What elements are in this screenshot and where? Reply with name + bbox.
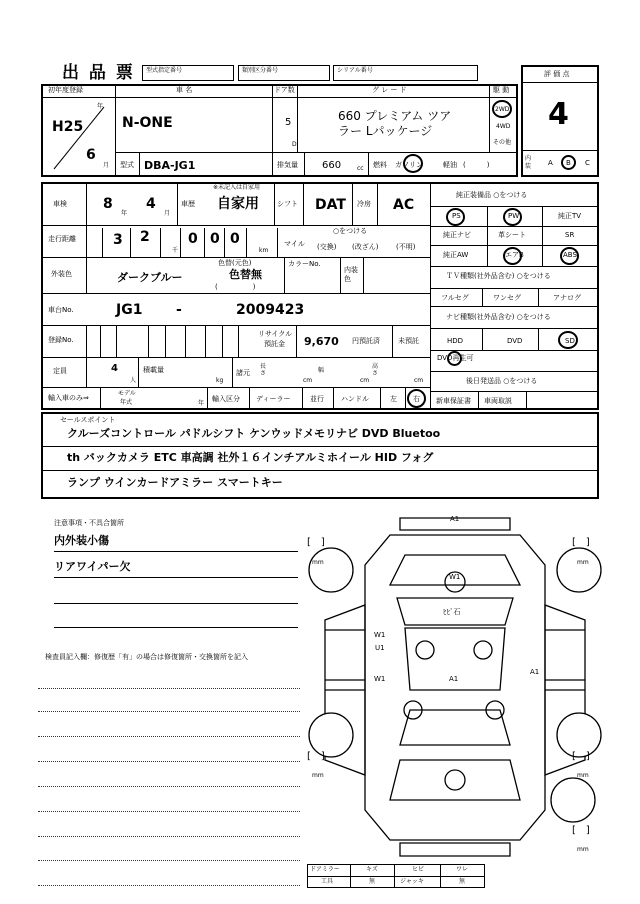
inspection-month-unit: 月 <box>164 210 171 217</box>
interior-color-label: 内装色 <box>344 266 358 283</box>
inspection-year: 8 <box>103 196 113 212</box>
dims-label: 諸元 <box>236 369 250 377</box>
steering-right-circle <box>407 389 426 408</box>
repaint-paren: ( ) <box>215 283 256 291</box>
history-value: 自家用 <box>217 196 259 212</box>
chassis-dash: - <box>176 302 182 318</box>
steering-right: 右 <box>413 395 420 403</box>
grade-line1: 660 プレミアム ツア <box>338 109 452 123</box>
capacity-label: 定員 <box>53 367 67 375</box>
capacity-unit: 人 <box>130 377 137 384</box>
doors-suffix: D <box>292 141 297 148</box>
ac-value: AC <box>393 197 415 213</box>
equip-tv: 純正TV <box>558 212 582 220</box>
dealer-label: ディーラー <box>256 395 291 403</box>
modified-label: (改ざん) <box>352 243 379 251</box>
equip-pw: PW <box>508 212 520 220</box>
equip-abs-circle <box>560 247 579 265</box>
diagram-u1: U1 <box>375 644 385 652</box>
mileage-km: km <box>259 247 269 254</box>
mm-right-bottom: mm <box>577 772 589 779</box>
bracket-right-bottom: [ ] <box>572 751 590 762</box>
model-year-unit: 年 <box>198 400 205 407</box>
model-year-label1: モデル <box>118 390 136 397</box>
equip-airbag-circle <box>503 247 522 265</box>
model-type-value: DBA-JG1 <box>144 159 196 172</box>
category-number-label: 類別区分番号 <box>242 67 279 74</box>
diagram-w1-left-front: W1 <box>374 631 386 639</box>
shift-value: DAT <box>315 197 346 213</box>
car-name-value: N-ONE <box>122 115 173 131</box>
interior-c: C <box>585 159 590 167</box>
interior-b-circle <box>561 155 576 170</box>
car-diagram <box>305 510 605 860</box>
equip-navi: 純正ナビ <box>443 231 471 239</box>
rating-label: 評 価 点 <box>544 70 570 78</box>
inspection-month: 4 <box>146 196 156 212</box>
navi-type-title: ナビ種類(社外品含む) ○をつける <box>446 313 551 321</box>
interior-label: 内装 <box>525 155 532 170</box>
diagram-a1-front: A1 <box>450 515 460 523</box>
bt-jack: ジャッキ <box>400 878 424 885</box>
mm-left-bottom: mm <box>312 772 324 779</box>
tv-type-title: ＴＶ種類(社外品含む) ○をつける <box>446 272 551 280</box>
interior-b: B <box>566 159 571 167</box>
mileage-digit-2: 2 <box>140 229 150 245</box>
history-label: 車歴 <box>181 200 195 208</box>
car-name-label: 車 名 <box>176 86 193 94</box>
mileage-label: 走行距離 <box>48 235 76 243</box>
interior-a: A <box>548 159 553 167</box>
sales-points-label: セールスポイント <box>60 416 116 424</box>
dvd-play-circle <box>447 351 462 366</box>
bt-none1: 無 <box>369 878 376 885</box>
diagram-w1-windshield: W1 <box>449 573 461 581</box>
exchange-label: (交換) <box>317 243 337 251</box>
model-type-label: 型式 <box>120 161 134 169</box>
equip-ps: PS <box>452 212 461 220</box>
post-ship-title: 後日発送品 ○をつける <box>466 377 538 385</box>
drive-2wd-circle <box>492 100 512 118</box>
unrecorded-note: ※未記入は自家用 <box>213 184 261 191</box>
year-unit: 年 <box>97 103 104 110</box>
diagram-a1-right: A1 <box>530 668 540 676</box>
light-oil-label: 軽油 <box>443 161 457 169</box>
navi-sd-circle <box>558 331 578 349</box>
exterior-color-label: 外装色 <box>51 270 72 278</box>
diagram-a1-roof: A1 <box>449 675 459 683</box>
bt-crack: ヒビ <box>412 866 425 873</box>
reg-no-label: 登録No. <box>48 336 74 344</box>
recycle-label1: リサイクル <box>258 330 293 338</box>
bracket-right-low: [ ] <box>572 825 590 836</box>
notes-line2: リアワイパー欠 <box>54 560 131 573</box>
width-cm: cm <box>360 377 370 384</box>
displacement-unit: cc <box>357 165 364 172</box>
color-no-label: カラーNo. <box>288 260 321 268</box>
mileage-digit-4: 0 <box>210 231 220 247</box>
fuel-circle <box>403 154 423 173</box>
month-value: 6 <box>86 147 96 163</box>
diagram-hish: ﾋﾋﾞ石 <box>443 608 461 616</box>
height-label: 高さ <box>372 363 379 377</box>
drive-2wd: 2WD <box>495 106 510 113</box>
tv-oneseg: ワンセグ <box>493 294 521 302</box>
dvd-play: DVD再生可 <box>437 354 474 362</box>
height-cm: cm <box>414 377 424 384</box>
width-label: 幅 <box>318 367 325 374</box>
equip-airbag: エアB <box>505 251 524 259</box>
tv-fullseg: フルセグ <box>441 294 469 302</box>
drive-label: 駆 動 <box>493 86 510 94</box>
fuel-value: ガソリン <box>395 161 423 169</box>
mm-left-top: mm <box>312 559 324 566</box>
equip-ps-circle <box>446 208 465 226</box>
sales-points-line1: クルーズコントロール パドルシフト ケンウッドメモリナビ DVD Bluetoo <box>67 427 441 440</box>
displacement-value: 660 <box>322 160 342 171</box>
import-label: 輸入車のみ⇒ <box>48 394 89 402</box>
mm-right-top: mm <box>577 559 589 566</box>
repaint-value: 色替無 <box>229 268 262 281</box>
parallel-label: 並行 <box>310 395 324 403</box>
shift-label: シフト <box>277 200 298 208</box>
rating-value: 4 <box>548 97 569 132</box>
bt-door-mirror: ドアミラー <box>310 866 340 873</box>
displacement-label: 排気量 <box>277 161 298 169</box>
chassis-prefix: JG1 <box>116 302 143 318</box>
mileage-digit-3: 0 <box>188 231 198 247</box>
mileage-digit-5: 0 <box>230 231 240 247</box>
inspection-year-unit: 年 <box>121 210 128 217</box>
month-unit: 月 <box>103 162 110 169</box>
genuine-title: 純正装備品 ○をつける <box>456 191 528 199</box>
bracket-left-top: [ ] <box>307 537 325 548</box>
recycle-value: 9,670 <box>304 335 339 348</box>
navi-dvd: DVD <box>507 337 523 345</box>
length-cm: cm <box>303 377 313 384</box>
light-oil-paren: ( ) <box>463 161 490 169</box>
drive-4wd: 4WD <box>496 123 511 130</box>
recycle-unit: 円預託済 <box>352 337 380 345</box>
repaint-label: 色替(元色) <box>218 259 252 267</box>
sales-points-line2: th バックカメラ ETC 車高調 社外１６インチアルミホイール HID フォグ <box>67 451 434 464</box>
doc-title: 出 品 票 <box>62 63 135 83</box>
tv-analog: アナログ <box>553 294 581 302</box>
inspector-label: 検査員記入欄：修復歴「有」の場合は修復箇所・交換箇所を記入 <box>45 653 248 661</box>
steering-label: ハンドル <box>341 395 369 403</box>
doors-label: ドア数 <box>274 86 295 94</box>
year-value: H25 <box>52 119 84 135</box>
equip-abs: ABS <box>563 251 577 259</box>
drive-other: その他 <box>493 139 512 146</box>
equip-pw-circle <box>503 208 522 226</box>
bt-break: ワレ <box>456 866 469 873</box>
inspection-label: 車検 <box>53 200 67 208</box>
equip-leather: 革シート <box>498 231 526 239</box>
equip-aw: 純正AW <box>443 251 469 259</box>
bt-scratch: キズ <box>366 866 378 873</box>
exterior-color-value: ダークブルー <box>117 271 183 284</box>
navi-hdd: HDD <box>447 337 464 345</box>
import-class-label: 輸入区分 <box>212 395 240 403</box>
grade-label: グ レ ー ド <box>372 86 407 94</box>
serial-number-label: シリアル番号 <box>337 67 373 74</box>
grade-line2: ラー Lパッケージ <box>338 124 433 138</box>
first-reg-label: 初年度登録 <box>48 86 83 94</box>
circle-note: ○をつける <box>333 227 368 235</box>
bt-none2: 無 <box>459 878 466 885</box>
bt-tools: 工具 <box>321 878 334 885</box>
ac-label: 冷房 <box>357 200 371 208</box>
load-unit: kg <box>216 377 224 384</box>
recycle-not: 未預託 <box>398 337 419 345</box>
equip-sr: SR <box>565 231 575 239</box>
notes-line1: 内外装小傷 <box>54 534 109 547</box>
bracket-right-top: [ ] <box>572 537 590 548</box>
mileage-digit-1: 3 <box>113 232 123 248</box>
mileage-thousand: 千 <box>172 247 179 254</box>
capacity-value: 4 <box>111 363 118 374</box>
notes-label: 注意事項・不具合箇所 <box>54 519 124 527</box>
model-designation-label: 型式指定番号 <box>146 67 183 74</box>
sales-points-line3: ランプ ウインカードアミラー スマートキー <box>67 476 283 489</box>
diagram-w1-left-rear: W1 <box>374 675 386 683</box>
chassis-label: 車台No. <box>48 306 74 314</box>
model-year-label2: 年式 <box>120 399 133 406</box>
post-manual: 車両取説 <box>484 397 512 405</box>
chassis-number: 2009423 <box>236 302 305 318</box>
doors-value: 5 <box>285 117 292 128</box>
unknown-label: (不明) <box>396 243 416 251</box>
length-label: 長さ <box>260 363 267 377</box>
fuel-label: 燃料 <box>373 161 387 169</box>
mm-right-low: mm <box>577 846 589 853</box>
bracket-left-bottom: [ ] <box>307 751 325 762</box>
recycle-label2: 預託金 <box>264 340 285 348</box>
mile-label: マイル <box>284 240 305 248</box>
steering-left: 左 <box>390 395 397 403</box>
navi-sd: SD <box>565 337 575 345</box>
load-label: 積載量 <box>143 366 164 374</box>
post-warranty: 新車保証書 <box>436 397 471 405</box>
